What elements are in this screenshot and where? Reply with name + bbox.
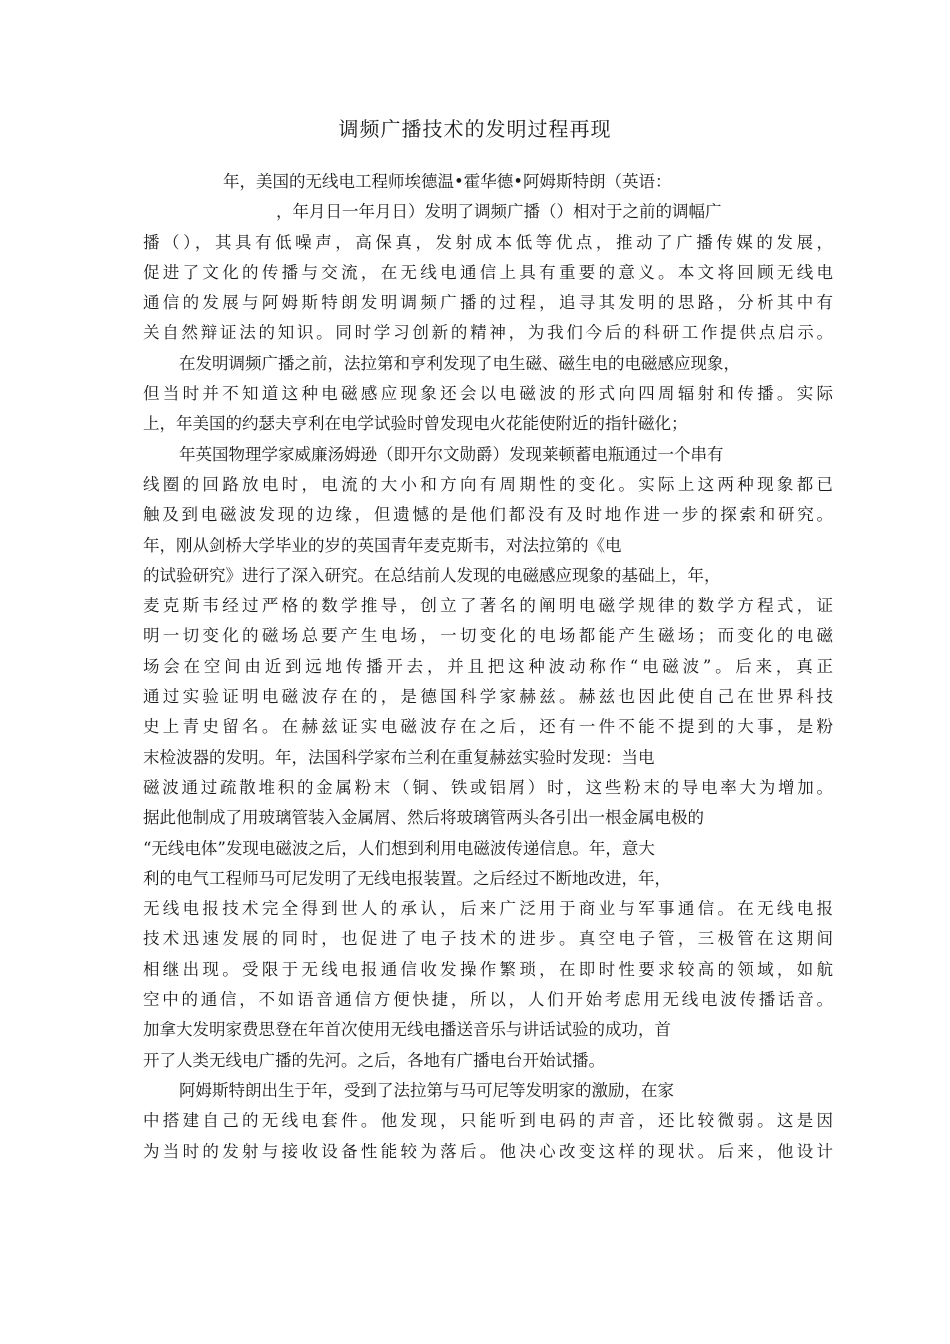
text-line: 磁波通过疏散堆积的金属粉末（铜、铁或铝屑）时，这些粉末的导电率大为增加。 [143, 777, 833, 797]
text-line: 的试验研究》进行了深入研究。在总结前人发现的电磁感应现象的基础上，年， [143, 565, 721, 585]
text-line: ，年月日一年月日）发明了调频广播（）相对于之前的调幅广 [276, 202, 722, 222]
text-line: 开了人类无线电广播的先河。之后，各地有广播电台开始试播。 [143, 1050, 605, 1070]
text-line: 通信的发展与阿姆斯特朗发明调频广播的过程，追寻其发明的思路，分析其中有 [143, 293, 833, 313]
text-line: 史上青史留名。在赫兹证实电磁波存在之后，还有一件不能不提到的大事，是粉 [143, 717, 833, 737]
text-line: 在发明调频广播之前，法拉第和亨利发现了电生磁、磁生电的电磁感应现象， [179, 353, 740, 373]
text-line: 阿姆斯特朗出生于年，受到了法拉第与马可尼等发明家的激励，在家 [179, 1080, 674, 1100]
text-line: 空中的通信，不如语音通信方便快捷，所以，人们开始考虑用无线电波传播话音。 [143, 990, 833, 1010]
text-line: 但当时并不知道这种电磁感应现象还会以电磁波的形式向四周辐射和传播。实际 [143, 384, 833, 404]
text-line: 场会在空间由近到远地传播开去，并且把这种波动称作“电磁波”。后来，真正 [143, 656, 833, 676]
text-line: 促进了文化的传播与交流，在无线电通信上具有重要的意义。本文将回顾无线电 [143, 262, 833, 282]
text-line: 关自然辩证法的知识。同时学习创新的精神，为我们今后的科研工作提供点启示。 [143, 323, 833, 343]
text-line: 为当时的发射与接收设备性能较为落后。他决心改变这样的现状。后来，他设计 [143, 1141, 833, 1161]
text-line: 触及到电磁波发现的边缘，但遗憾的是他们都没有及时地作进一步的探索和研究。 [143, 505, 833, 525]
text-line: 年，美国的无线电工程师埃德温•霍华德•阿姆斯特朗（英语： [223, 172, 672, 191]
document-title: 调频广播技术的发明过程再现 [338, 117, 612, 141]
text-line: 播（），其具有低噪声，高保真，发射成本低等优点，推动了广播传媒的发展， [143, 232, 833, 252]
text-line: 无线电报技术完全得到世人的承认，后来广泛用于商业与军事通信。在无线电报 [143, 899, 833, 919]
text-line: “无线电体”发现电磁波之后，人们想到利用电磁波传递信息。年，意大 [143, 838, 655, 858]
text-line: 中搭建自己的无线电套件。他发现，只能听到电码的声音，还比较微弱。这是因 [143, 1111, 833, 1131]
text-line: 末检波器的发明。年，法国科学家布兰利在重复赫兹实验时发现：当电 [143, 747, 655, 767]
text-line: 加拿大发明家费思登在年首次使用无线电播送音乐与讲话试验的成功，首 [143, 1020, 671, 1040]
text-line: 上，年美国的约瑟夫亨利在电学试验时曾发现电火花能使附近的指针磁化； [143, 414, 688, 434]
text-line: 通过实验证明电磁波存在的，是德国科学家赫兹。赫兹也因此使自己在世界科技 [143, 687, 833, 707]
text-line: 年，刚从剑桥大学毕业的岁的英国青年麦克斯韦，对法拉第的《电 [143, 535, 622, 555]
text-line: 麦克斯韦经过严格的数学推导，创立了著名的阐明电磁学规律的数学方程式，证 [143, 596, 833, 616]
text-line: 利的电气工程师马可尼发明了无线电报装置。之后经过不断地改进，年， [143, 868, 671, 888]
text-line: 线圈的回路放电时，电流的大小和方向有周期性的变化。实际上这两种现象都已 [143, 474, 833, 494]
text-line: 技术迅速发展的同时，也促进了电子技术的进步。真空电子管，三极管在这期间 [143, 929, 833, 949]
document-body [143, 167, 833, 1167]
text-line: 相继出现。受限于无线电报通信收发操作繁琐，在即时性要求较高的领域，如航 [143, 959, 833, 979]
text-line: 年英国物理学家威廉汤姆逊（即开尔文勋爵）发现莱顿蓄电瓶通过一个串有 [179, 444, 724, 464]
text-line: 明一切变化的磁场总要产生电场，一切变化的电场都能产生磁场；而变化的电磁 [143, 626, 833, 646]
text-line: 据此他制成了用玻璃管装入金属屑、然后将玻璃管两头各引出一根金属电极的 [143, 808, 704, 828]
